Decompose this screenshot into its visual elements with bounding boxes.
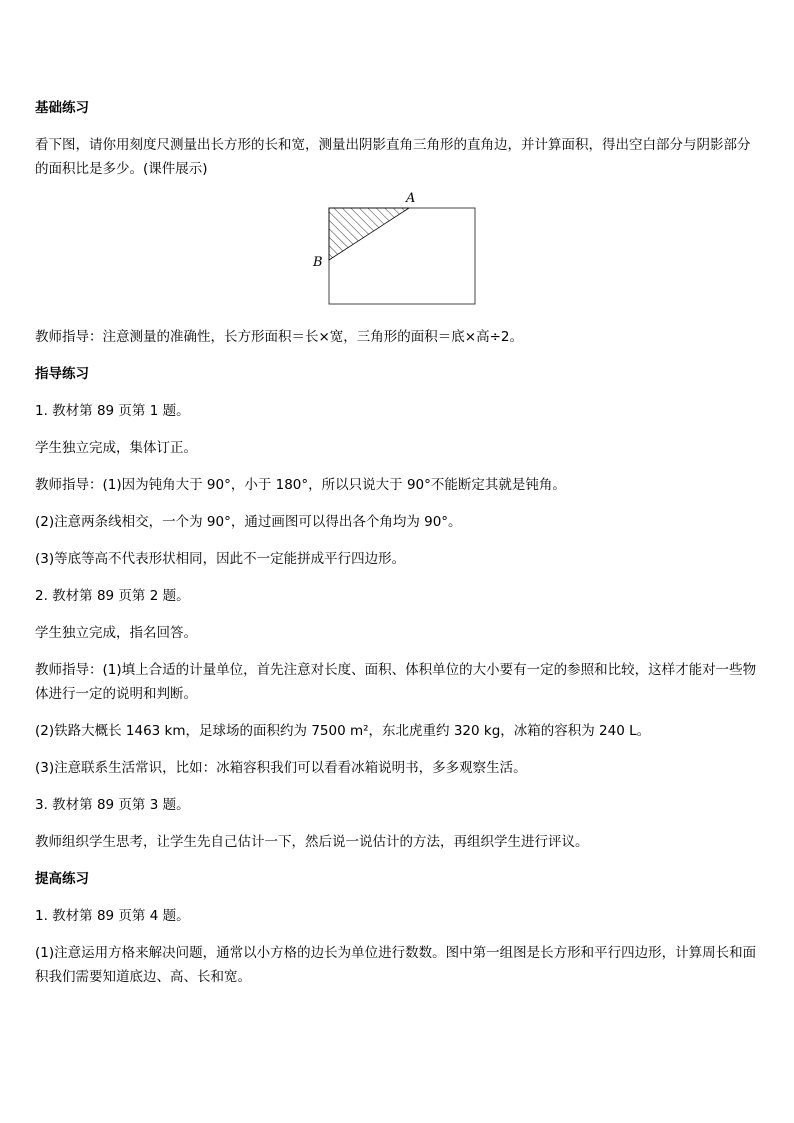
guided-item: 教师组织学生思考，让学生先自己估计一下，然后说一说估计的方法，再组织学生进行评议。	[35, 834, 589, 850]
heading-basic-practice: 基础练习	[35, 100, 89, 116]
guided-item: (2)注意两条线相交，一个为 90°，通过画图可以得出各个角均为 90°。	[35, 514, 462, 530]
heading-guided-practice: 指导练习	[35, 366, 89, 382]
advanced-item: (1)注意运用方格来解决问题，通常以小方格的边长为单位进行数数。图中第一组图是长方形和平行四边形，计算周长和面积我们需要知道底边、高、长和宽。	[35, 945, 757, 985]
document-page	[35, 96, 759, 1002]
guided-item: 3. 教材第 89 页第 3 题。	[35, 797, 190, 813]
guided-item: 教师指导：(1)填上合适的计量单位，首先注意对长度、面积、体积单位的大小要有一定的参照和比较，这样才能对一些物体进行一定的说明和判断。	[35, 662, 757, 702]
guided-item: 学生独立完成，指名回答。	[35, 625, 197, 641]
guided-item: (2)铁路大概长 1463 km，足球场的面积约为 7500 m²，东北虎重约 320 kg，冰箱的容积为 240 L。	[35, 723, 651, 739]
basic-intro-text: 看下图，请你用刻度尺测量出长方形的长和宽，测量出阴影直角三角形的直角边，并计算面积，得出空白部分与阴影部分的面积比是多少。(课件展示)	[35, 137, 751, 177]
shaded-triangle	[329, 208, 409, 260]
guided-item: 1. 教材第 89 页第 1 题。	[35, 403, 190, 419]
figure-svg	[305, 188, 525, 313]
guided-item: (3)注意联系生活常识，比如：冰箱容积我们可以看看冰箱说明书，多多观察生活。	[35, 760, 527, 776]
guided-item: (3)等底等高不代表形状相同，因此不一定能拼成平行四边形。	[35, 551, 406, 567]
label-a: A	[406, 191, 416, 206]
guided-item: 学生独立完成，集体订正。	[35, 440, 197, 456]
guided-item: 2. 教材第 89 页第 2 题。	[35, 588, 190, 604]
basic-guidance-text: 教师指导：注意测量的准确性，长方形面积＝长×宽，三角形的面积＝底×高÷2。	[35, 329, 524, 345]
guided-item: 教师指导：(1)因为钝角大于 90°，小于 180°，所以只说大于 90°不能断定其就是钝角。	[35, 477, 566, 493]
heading-advanced-practice: 提高练习	[35, 871, 89, 887]
rectangle-triangle-figure	[35, 188, 759, 313]
label-b: B	[313, 255, 323, 270]
advanced-item: 1. 教材第 89 页第 4 题。	[35, 908, 190, 924]
